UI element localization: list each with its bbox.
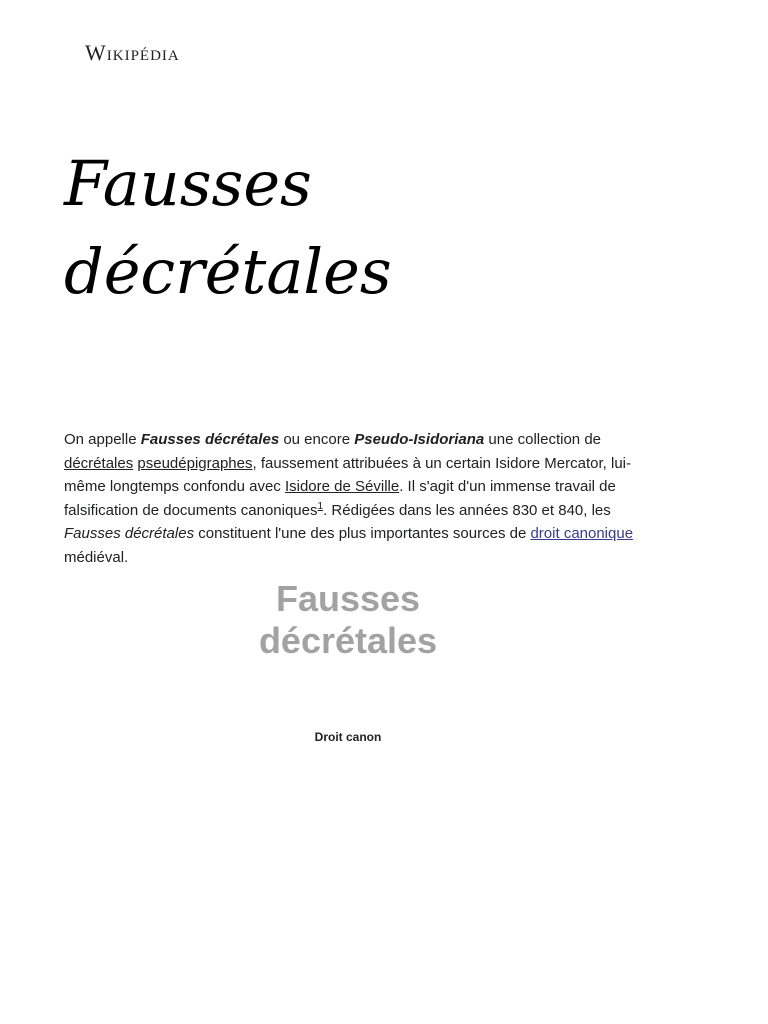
lead-text: On appelle <box>64 431 141 448</box>
lead-text: ou encore <box>279 431 355 448</box>
lead-text: , faussement attribuées à un certain Isidore Mercator, lui-même longtemps confondu avec <box>64 454 631 495</box>
page-title-line-1: Fausses <box>64 147 312 220</box>
infobox-subtitle: Droit canon <box>314 730 382 744</box>
link-droit-canonique[interactable]: droit canonique <box>530 525 634 542</box>
wikipedia-wordmark[interactable]: Wikipédia <box>85 40 180 65</box>
lead-bold-term: Fausses décrétales <box>140 431 280 448</box>
lead-text: . Rédigées dans les années 830 et 840, les <box>323 501 611 519</box>
infobox-title: Fausses décrétales <box>258 578 438 661</box>
page-title-line-2: décrétales <box>64 235 392 308</box>
lead-text: constituent l'une des plus importantes sources de <box>194 525 531 542</box>
lead-paragraph <box>64 428 644 569</box>
link-isidore-de-seville[interactable]: Isidore de Séville <box>284 478 400 495</box>
page-title <box>64 140 704 316</box>
link-pseudepigraphes[interactable]: pseudépigraphes <box>137 454 253 472</box>
link-decretales[interactable]: décrétales <box>64 454 134 472</box>
lead-text: médiéval. <box>64 548 129 566</box>
reference-link[interactable]: 1 <box>317 500 324 512</box>
lead-text: . Il s'agit d'un immense travail de falsification de documents canoniques <box>64 478 616 519</box>
lead-bold-term: Pseudo-Isidoriana <box>354 431 485 448</box>
lead-text: une collection de <box>484 431 601 448</box>
lead-italic-term: Fausses décrétales <box>64 525 195 542</box>
